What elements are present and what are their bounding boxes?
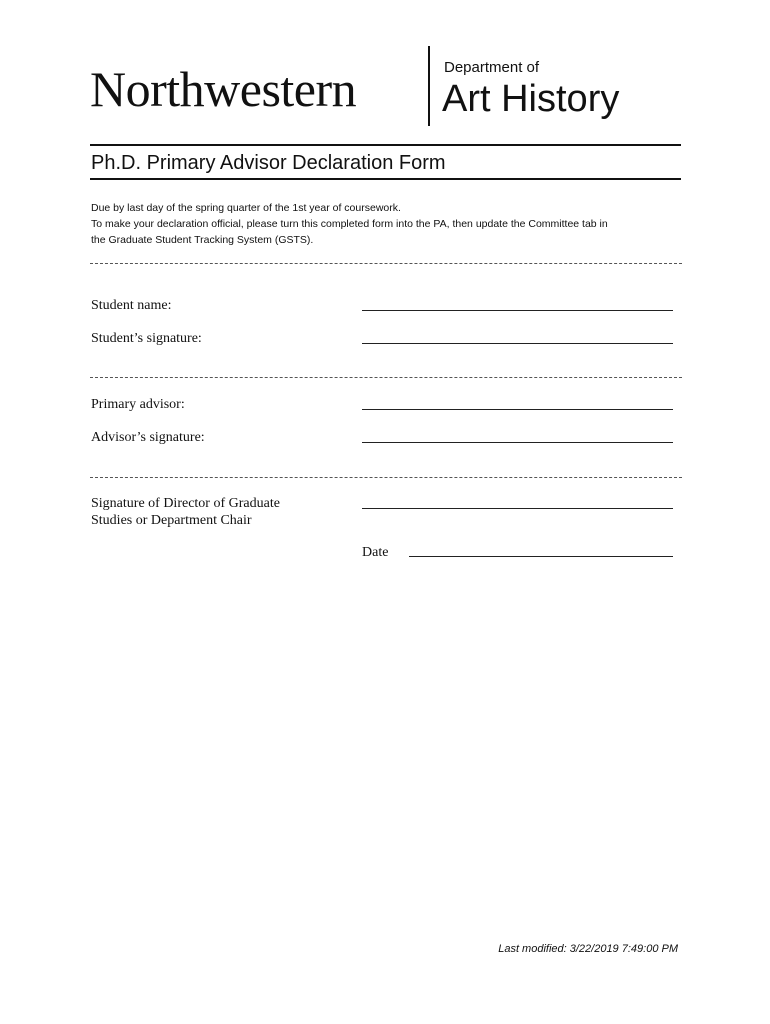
instruction-line: the Graduate Student Tracking System (GSTS). xyxy=(91,234,314,246)
department-prefix: Department of xyxy=(444,59,540,76)
section-divider xyxy=(90,377,682,378)
advisor-signature-field[interactable] xyxy=(362,442,673,443)
date-field[interactable] xyxy=(409,556,673,557)
director-signature-field[interactable] xyxy=(362,508,673,509)
student-name-label: Student name: xyxy=(91,298,172,313)
instruction-line: Due by last day of the spring quarter of the 1st year of coursework. xyxy=(91,202,401,214)
title-top-rule xyxy=(90,144,681,146)
date-label: Date xyxy=(362,545,389,560)
student-name-field[interactable] xyxy=(362,310,673,311)
northwestern-wordmark: Northwestern xyxy=(90,61,357,117)
director-signature-label-cont: Studies or Department Chair xyxy=(91,513,252,528)
instruction-line: To make your declaration official, please turn this completed form into the PA, then update the Committee tab in xyxy=(91,218,608,230)
title-bottom-rule xyxy=(90,178,681,180)
advisor-signature-label: Advisor’s signature: xyxy=(91,430,205,445)
logo-divider xyxy=(428,46,430,126)
director-signature-label: Signature of Director of Graduate xyxy=(91,496,280,511)
primary-advisor-label: Primary advisor: xyxy=(91,397,185,412)
primary-advisor-field[interactable] xyxy=(362,409,673,410)
form-title: Ph.D. Primary Advisor Declaration Form xyxy=(91,152,446,174)
section-divider xyxy=(90,477,682,478)
department-name: Art History xyxy=(442,78,620,120)
student-signature-field[interactable] xyxy=(362,343,673,344)
last-modified-footer: Last modified: 3/22/2019 7:49:00 PM xyxy=(498,943,678,955)
student-signature-label: Student’s signature: xyxy=(91,331,202,346)
section-divider xyxy=(90,263,682,264)
